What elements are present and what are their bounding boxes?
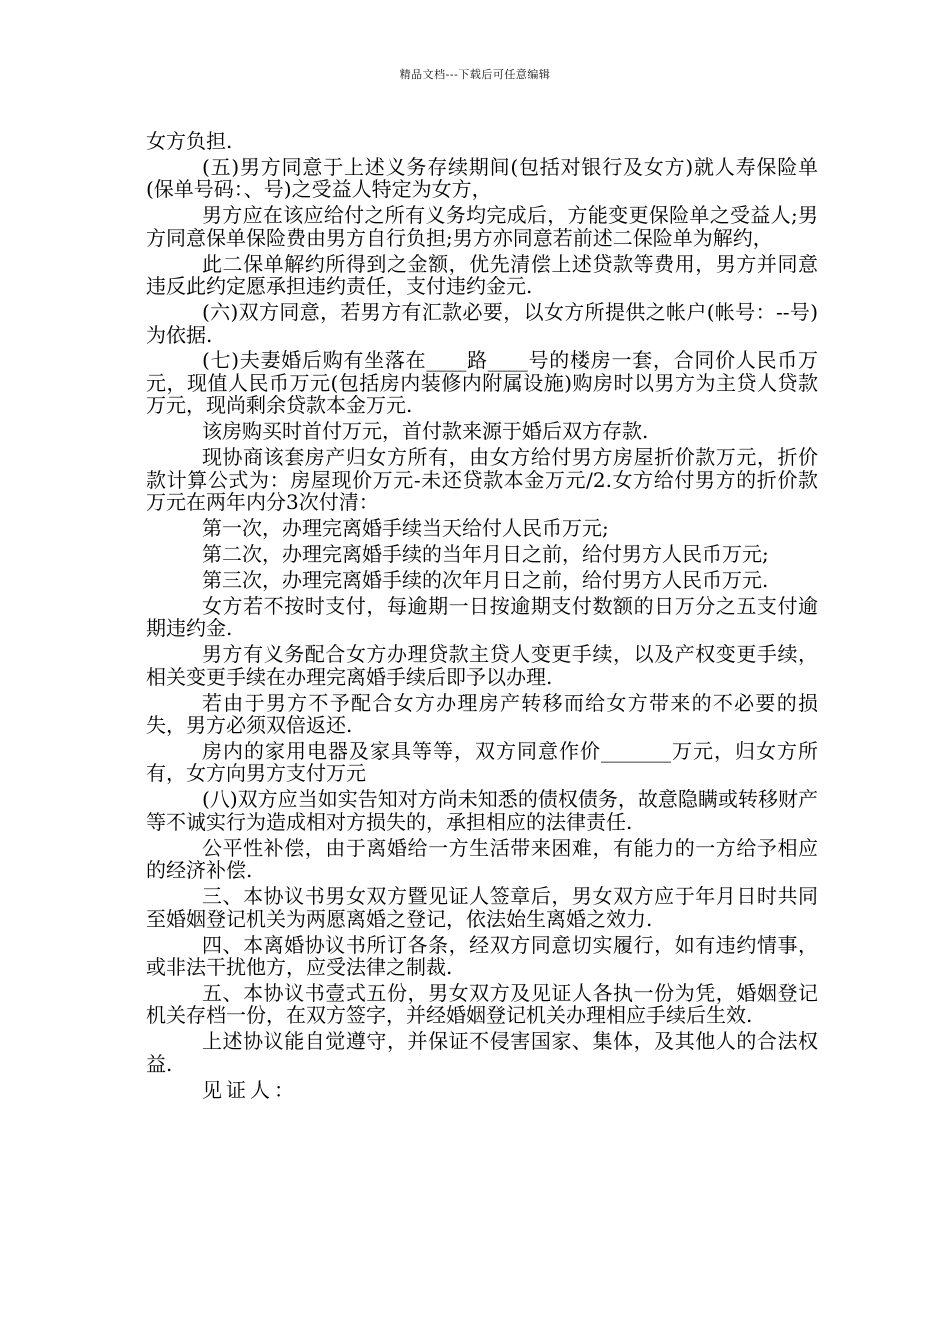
paragraph: 该房购买时首付万元，首付款来源于婚后双方存款.	[202, 419, 649, 444]
paragraph: 此二保单解约所得到之金额，优先清偿上述贷款等费用，男方并同意违反此约定愿承担违约责任，支付违约金元.	[146, 251, 818, 299]
paragraph: 若由于男方不予配合女方办理房产转移而给女方带来的不必要的损失，男方必须双倍返还.	[146, 690, 818, 738]
document-body	[146, 130, 818, 1105]
paragraph: (八)双方应当如实告知对方尚未知悉的债权债务，故意隐瞒或转移财产等不诚实行为造成相对方损失的，承担相应的法律责任.	[146, 787, 818, 834]
paragraph: 五、本协议书壹式五份，男女双方及见证人各执一份为凭，婚姻登记机关存档一份，在双方签字，并经婚姻登记机关办理相应手续后生效.	[146, 980, 818, 1028]
paragraph: (六)双方同意，若男方有汇款必要，以女方所提供之帐户(帐号：--号)为依据.	[146, 300, 818, 347]
paragraph: 现协商该套房产归女方所有，由女方给付男方房屋折价款万元，折价款计算公式为：房屋现价万元-未还贷款本金万元/2.女方给付男方的折价款万元在两年内分3次付清：	[146, 445, 818, 515]
paragraph: 公平性补偿，由于离婚给一方生活带来困难，有能力的一方给予相应的经济补偿.	[146, 835, 818, 883]
paragraph: (五)男方同意于上述义务存续期间(包括对银行及女方)就人寿保险单(保单号码：、号)之受益人特定为女方，	[146, 154, 818, 202]
paragraph: 四、本离婚协议书所订各条，经双方同意切实履行，如有违约情事，或非法干扰他方，应受法律之制裁.	[146, 932, 818, 980]
paragraph: (七)夫妻婚后购有坐落在____路____号的楼房一套，合同价人民币万元，现值人民币万元(包括房内装修内附属设施)购房时以男方为主贷人贷款万元，现尚剩余贷款本金万元.	[146, 348, 818, 418]
paragraph: 房内的家用电器及家具等等，双方同意作价_______万元，归女方所有，女方向男方支付万元	[146, 738, 818, 786]
witness-label: 见证人：	[202, 1077, 298, 1102]
paragraph: 上述协议能自觉遵守，并保证不侵害国家、集体，及其他人的合法权益.	[146, 1029, 818, 1076]
page-header: 精品文档---下载后可任意编辑	[399, 68, 551, 81]
paragraph: 男方有义务配合女方办理贷款主贷人变更手续，以及产权变更手续，相关变更手续在办理完离婚手续后即予以办理.	[146, 642, 818, 689]
paragraph: 第一次，办理完离婚手续当天给付人民币万元;	[202, 516, 609, 541]
paragraph: 第二次，办理完离婚手续的当年月日之前，给付男方人民币万元;	[202, 542, 769, 567]
paragraph: 男方应在该应给付之所有义务均完成后，方能变更保险单之受益人;男方同意保单保险费由男方自行负担;男方亦同意若前述二保险单为解约，	[146, 203, 818, 250]
paragraph: 第三次，办理完离婚手续的次年月日之前，给付男方人民币万元.	[202, 567, 769, 592]
paragraph: 女方若不按时支付，每逾期一日按逾期支付数额的日万分之五支付逾期违约金.	[146, 593, 818, 641]
paragraph: 女方负担.	[146, 129, 233, 153]
paragraph: 三、本协议书男女双方暨见证人签章后，男女双方应于年月日时共同至婚姻登记机关为两愿离婚之登记，依法始生离婚之效力.	[146, 884, 818, 931]
